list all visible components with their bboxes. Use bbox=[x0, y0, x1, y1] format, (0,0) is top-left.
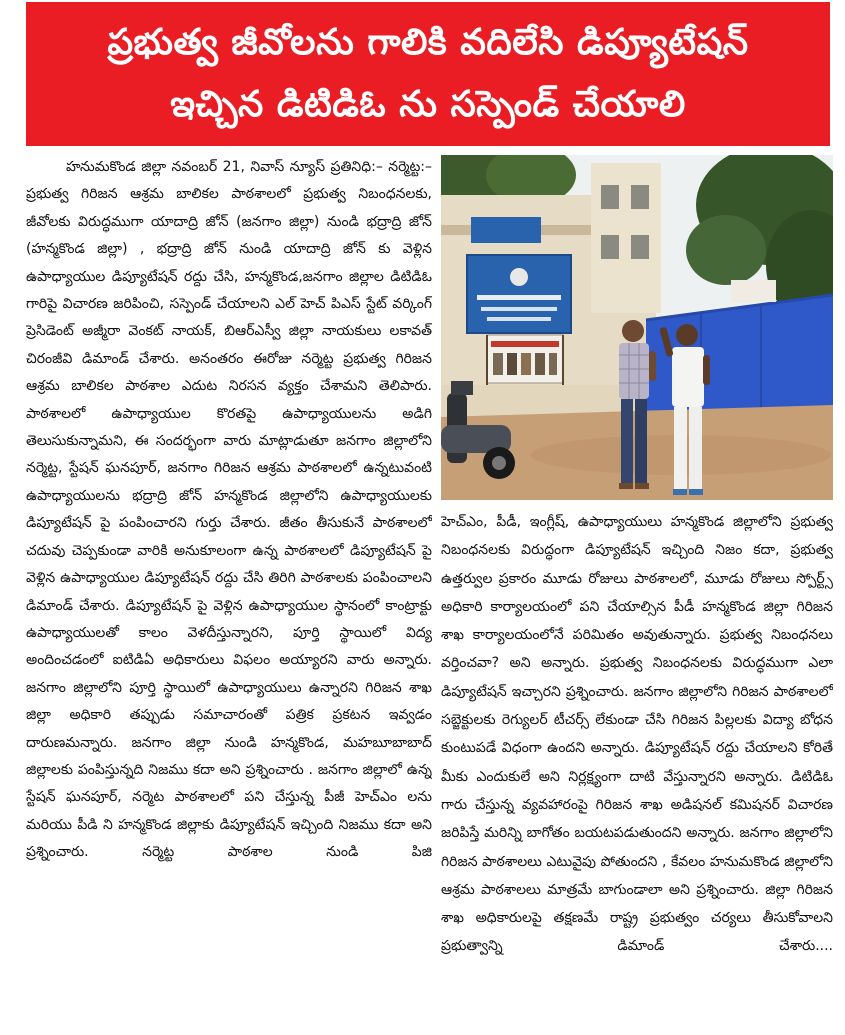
article-column-left bbox=[26, 154, 432, 1030]
article-column-right bbox=[441, 508, 833, 1030]
headline-line-2: ఇచ్చిన డిటిడిఓ ను సస్పెండ్ చేయాలి bbox=[170, 84, 686, 125]
headline-line-1: ప్రభుత్వ జీవోలను గాలికి వదిలేసి డిప్యూటేషన్ bbox=[107, 22, 749, 63]
headline-banner bbox=[26, 2, 830, 146]
dateline: హనుమకొండ జిల్లా నవంబర్ 21, నివాస్ న్యూస్ bbox=[66, 159, 326, 175]
news-photo bbox=[441, 155, 833, 500]
article-text-left: ప్రతినిధి:– నర్మెట్ట:– ప్రభుత్వ గిరిజన ఆశ్రమ బాలికల పాఠశాలలో ప్రభుత్వ నిబంధనలకు, జీవోలకు విరుద్ధముగా యాదాద్రి జోన్ (జనగాం జిల్లా) నుండి భద్రాద్రి జోన్ (హన్మకొండ జిల్లా) , భద్రాద్రి జోన్ నుండి యాదాద్రి జోన్ కు వెళ్లిన ఉపాధ్యాయుల డిప్యూటేషన్ రద్దు చేసి, హన్మకొండ,జనగాం జిల్లాల డిటిడిఓ గారిపై విచారణ జరిపించి, సస్పెండ్ చేయాలని ఎల్ హెచ్ పిఎస్ స్టేట్ వర్కింగ్ ప్రెసిడెంట్ అజ్మీరా వెంకట్ నాయక్, బిఆర్ఎస్వీ జిల్లా నాయకులు లకావత్ చిరంజీవి డిమాండ్ చేశారు. అనంతరం ఈరోజు నర్మెట్ట ప్రభుత్వ గిరిజన ఆశ్రమ బాలికల పాఠశాల ఎదుట నిరసన వ్యక్తం చేశామని తెలిపారు. పాఠశాలలో ఉపాధ్యాయుల కొరతపై ఉపాధ్యాయులను అడిగి తెలుసుకున్నామని, ఈ సందర్భంగా వారు మాట్లాడుతూ జనగాం జిల్లాలోని నర్మెట్ట, స్టేషన్ ఘనపూర్, జనగాం గిరిజన ఆశ్రమ పాఠశాలలో ఉన్నటువంటి ఉపాధ్యాయులను భద్రాద్రి జోన్ హన్మకొండ జిల్లాలోని ఉపాధ్యాయులకు డిప్యూటేషన్ పై పంపించారని గుర్తు చేశారు. జీతం తీసుకునే పాఠశాలలో చదువు చెప్పకుండా వారికి అనుకూలంగా ఉన్న పాఠశాలలో డిప్యూటేషన్ పై వెళ్లిన ఉపాధ్యాయుల డిప్యూటేషన్ రద్దు చేసి తిరిగి పాఠశాలకు పంపించాలని డిమాండ్ చేశారు. డిప్యూటేషన్ పై వెళ్లిన ఉపాధ్యాయుల స్థానంలో కాంట్రాక్టు ఉపాధ్యాయులతో కాలం వెళదీస్తున్నారని, పూర్తి స్థాయిలో విద్య అందించడంలో ఐటిడిఏ అధికారులు విఫలం అయ్యారని వారు అన్నారు. జనగాం జిల్లాలోని పూర్తి స్థాయిలో ఉపాధ్యాయులు ఉన్నారని గిరిజన శాఖ జిల్లా అధికారి తప్పుడు సమాచారంతో పత్రిక ప్రకటన ఇవ్వడం దారుణమన్నారు. జనగాం జిల్లా నుండి హన్మకొండ, మహబూబాబాద్ జిల్లాలకు పంపిస్తున్నది నిజము కదా అని ప్రశ్నించారు . జనగాం జిల్లాలో ఉన్న స్టేషన్ ఘనపూర్, నర్మెట పాఠశాలలో పని చేస్తున్న పీజీ హెచ్ఎం లను మరియు పీడి ని హన్మకొండ జిల్లాకు డిప్యూటేషన్ ఇచ్చింది నిజము కదా అని ప్రశ్నించారు. నర్మెట్ట పాఠశాల నుండి పిజి bbox=[26, 159, 432, 861]
article-body-right: హెచ్ఎం, పీడీ, ఇంగ్లీష్, ఉపాధ్యాయులు హన్మకొండ జిల్లాలోని ప్రభుత్వ నిబంధనలకు విరుద్ధంగా డిప్యూటేషన్ ఇచ్చింది నిజం కదా, ప్రభుత్వ ఉత్తర్వుల ప్రకారం మూడు రోజులు పాఠశాలలో, మూడు రోజులు స్పోర్ట్స్ అధికారి కార్యాలయంలో పని చేయాల్సిన పీడీ హన్మకొండ జిల్లా గిరిజన శాఖ కార్యాలయంలోనే పరిమితం అవుతున్నారు. ప్రభుత్వ నిబంధనలు వర్తించవా? అని అన్నారు. ప్రభుత్వ నిబంధనలకు విరుద్ధముగా ఎలా డిప్యూటేషన్ ఇచ్చారని ప్రశ్నించారు. జనగాం జిల్లాలోని గిరిజన పాఠశాలలో సబ్జెక్టులకు రెగ్యులర్ టీచర్స్ లేకుండా చేసి గిరిజన పిల్లలకు విద్యా బోధన కుంటుపడే విధంగా ఉందని అన్నారు. డిప్యూటేషన్ రద్దు చేయాలని కోరితే మీకు ఎందుకులే అని నిర్లక్ష్యంగా దాటి వేస్తున్నారని అన్నారు. డిటిడిఓ గారు చేస్తున్న వ్యవహారంపై గిరిజన శాఖ అడిషనల్ కమిషనర్ విచారణ జరిపిస్తే మరిన్ని బాగోతం బయటపడుతుందని అన్నారు. జనగాం జిల్లాలోని గిరిజన పాఠశాలలు ఎటువైపు పోతుందని , కేవలం హనుమకొండ జిల్లాలోని ఆశ్రమ పాఠశాలలు మాత్రమే బాగుండాలా అని ప్రశ్నించారు. జిల్లా గిరిజన శాఖ అధికారులపై తక్షణమే రాష్ట్ర ప్రభుత్వం చర్యలు తీసుకోవాలని ప్రభుత్వాన్ని డిమాండ్ చేశారు.... bbox=[441, 514, 833, 955]
protest-photo-illustration bbox=[441, 155, 833, 500]
article-body-left bbox=[26, 154, 432, 867]
